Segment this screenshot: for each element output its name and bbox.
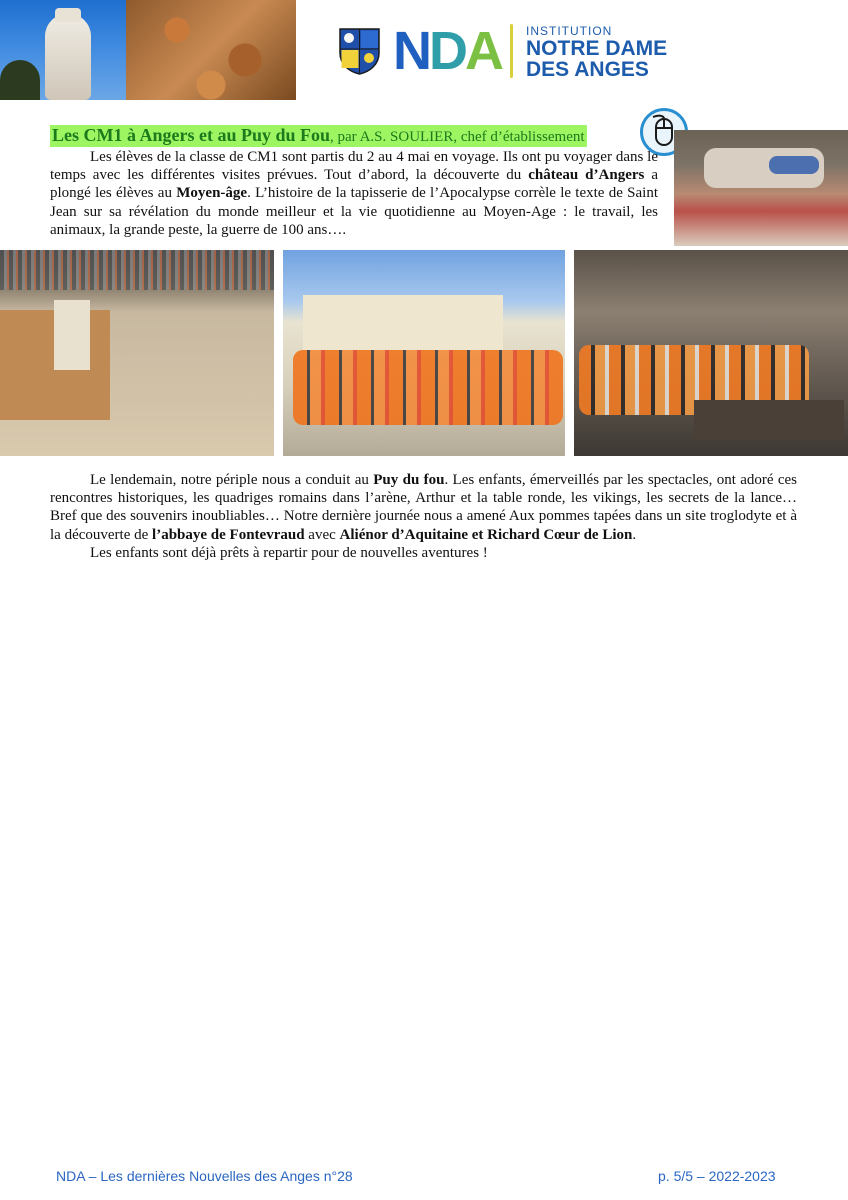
logo-letter-n: N bbox=[393, 21, 429, 81]
article-paragraph-1 bbox=[50, 148, 658, 239]
logo-letter-d: D bbox=[429, 21, 465, 81]
institution-name bbox=[526, 24, 667, 80]
p1-bold-chateau: château d’Angers bbox=[528, 167, 645, 184]
p1-text-2: a plongé les élèves au bbox=[50, 167, 658, 202]
article-title bbox=[50, 125, 587, 147]
arena-crowd bbox=[0, 250, 274, 290]
children-group bbox=[293, 350, 563, 425]
article-paragraph-2 bbox=[50, 471, 797, 544]
article-byline: , par A.S. SOULIER, chef d’établissement bbox=[330, 129, 585, 145]
institution-label: INSTITUTION bbox=[526, 24, 613, 38]
p1-text-3: . L’histoire de la tapisserie de l’Apocalypse corrèle le texte de Saint Jean sur sa révélation du monde meilleur et la vie quotidienne au Moyen-Age : le travail, les animaux, la grande peste, la guerre de 100 ans…. bbox=[50, 185, 659, 238]
photo-troglodyte-visit bbox=[574, 250, 848, 456]
article-body-2 bbox=[50, 471, 797, 562]
article-paragraph-3: Les enfants sont déjà prêts à repartir pour de nouvelles aventures ! bbox=[90, 544, 488, 561]
school-crest-icon bbox=[338, 27, 381, 75]
abbey-building bbox=[303, 295, 503, 355]
effigy-robe bbox=[769, 156, 819, 174]
photo-tomb-effigy bbox=[674, 130, 848, 246]
p2-text-3: avec bbox=[304, 526, 340, 543]
display-table bbox=[694, 400, 844, 440]
article-title-main: Les CM1 à Angers et au Puy du Fou bbox=[52, 125, 331, 145]
p2-bold-abbaye: l’abbaye de Fontevraud bbox=[152, 526, 305, 543]
header-photo-statue bbox=[0, 0, 296, 100]
p2-text-2: . Les enfants, émerveillés par les spectacles, ont adoré ces rencontres historiques, les quadriges romains dans l’arène, Arthur et la table ronde, les vikings, les secrets de la lance… Bref que des souvenirs inoubliables… Notre dernière journée nous a amené Aux pommes tapées dans un site troglodyte et à la découverte de bbox=[50, 472, 797, 543]
nda-logo bbox=[393, 22, 501, 80]
p2-bold-puy-du-fou: Puy du fou bbox=[373, 472, 445, 488]
p2-text-1: Le lendemain, notre périple nous a conduit au bbox=[90, 472, 374, 488]
institution-name-line2: DES ANGES bbox=[526, 58, 649, 81]
tree-silhouette bbox=[0, 60, 40, 100]
arena-tower bbox=[54, 300, 90, 370]
p1-bold-moyen-age: Moyen-âge bbox=[176, 185, 248, 202]
photo-arena-show bbox=[0, 250, 274, 456]
photo-group-courtyard bbox=[283, 250, 565, 456]
logo-letter-a: A bbox=[465, 21, 501, 81]
p2-text-4: . bbox=[632, 526, 637, 543]
p1-text-1: Les élèves de la classe de CM1 sont partis du 2 au 4 mai en voyage. Ils ont pu voyager dans le temps avec les différentes visites prévues. Tout d’abord, la découverte du bbox=[50, 149, 658, 184]
institution-name-line1: NOTRE DAME bbox=[526, 37, 668, 60]
statue-crown bbox=[55, 8, 81, 22]
p2-bold-alienor: Aliénor d’Aquitaine et Richard Cœur de Lion bbox=[339, 526, 633, 543]
statue-figure bbox=[45, 14, 91, 100]
autumn-leaves bbox=[126, 0, 296, 100]
footer-newsletter-title: NDA – Les dernières Nouvelles des Anges n°28 bbox=[56, 1168, 353, 1184]
footer-page-number: p. 5/5 – 2022-2023 bbox=[658, 1168, 776, 1184]
logo-separator bbox=[510, 24, 513, 78]
